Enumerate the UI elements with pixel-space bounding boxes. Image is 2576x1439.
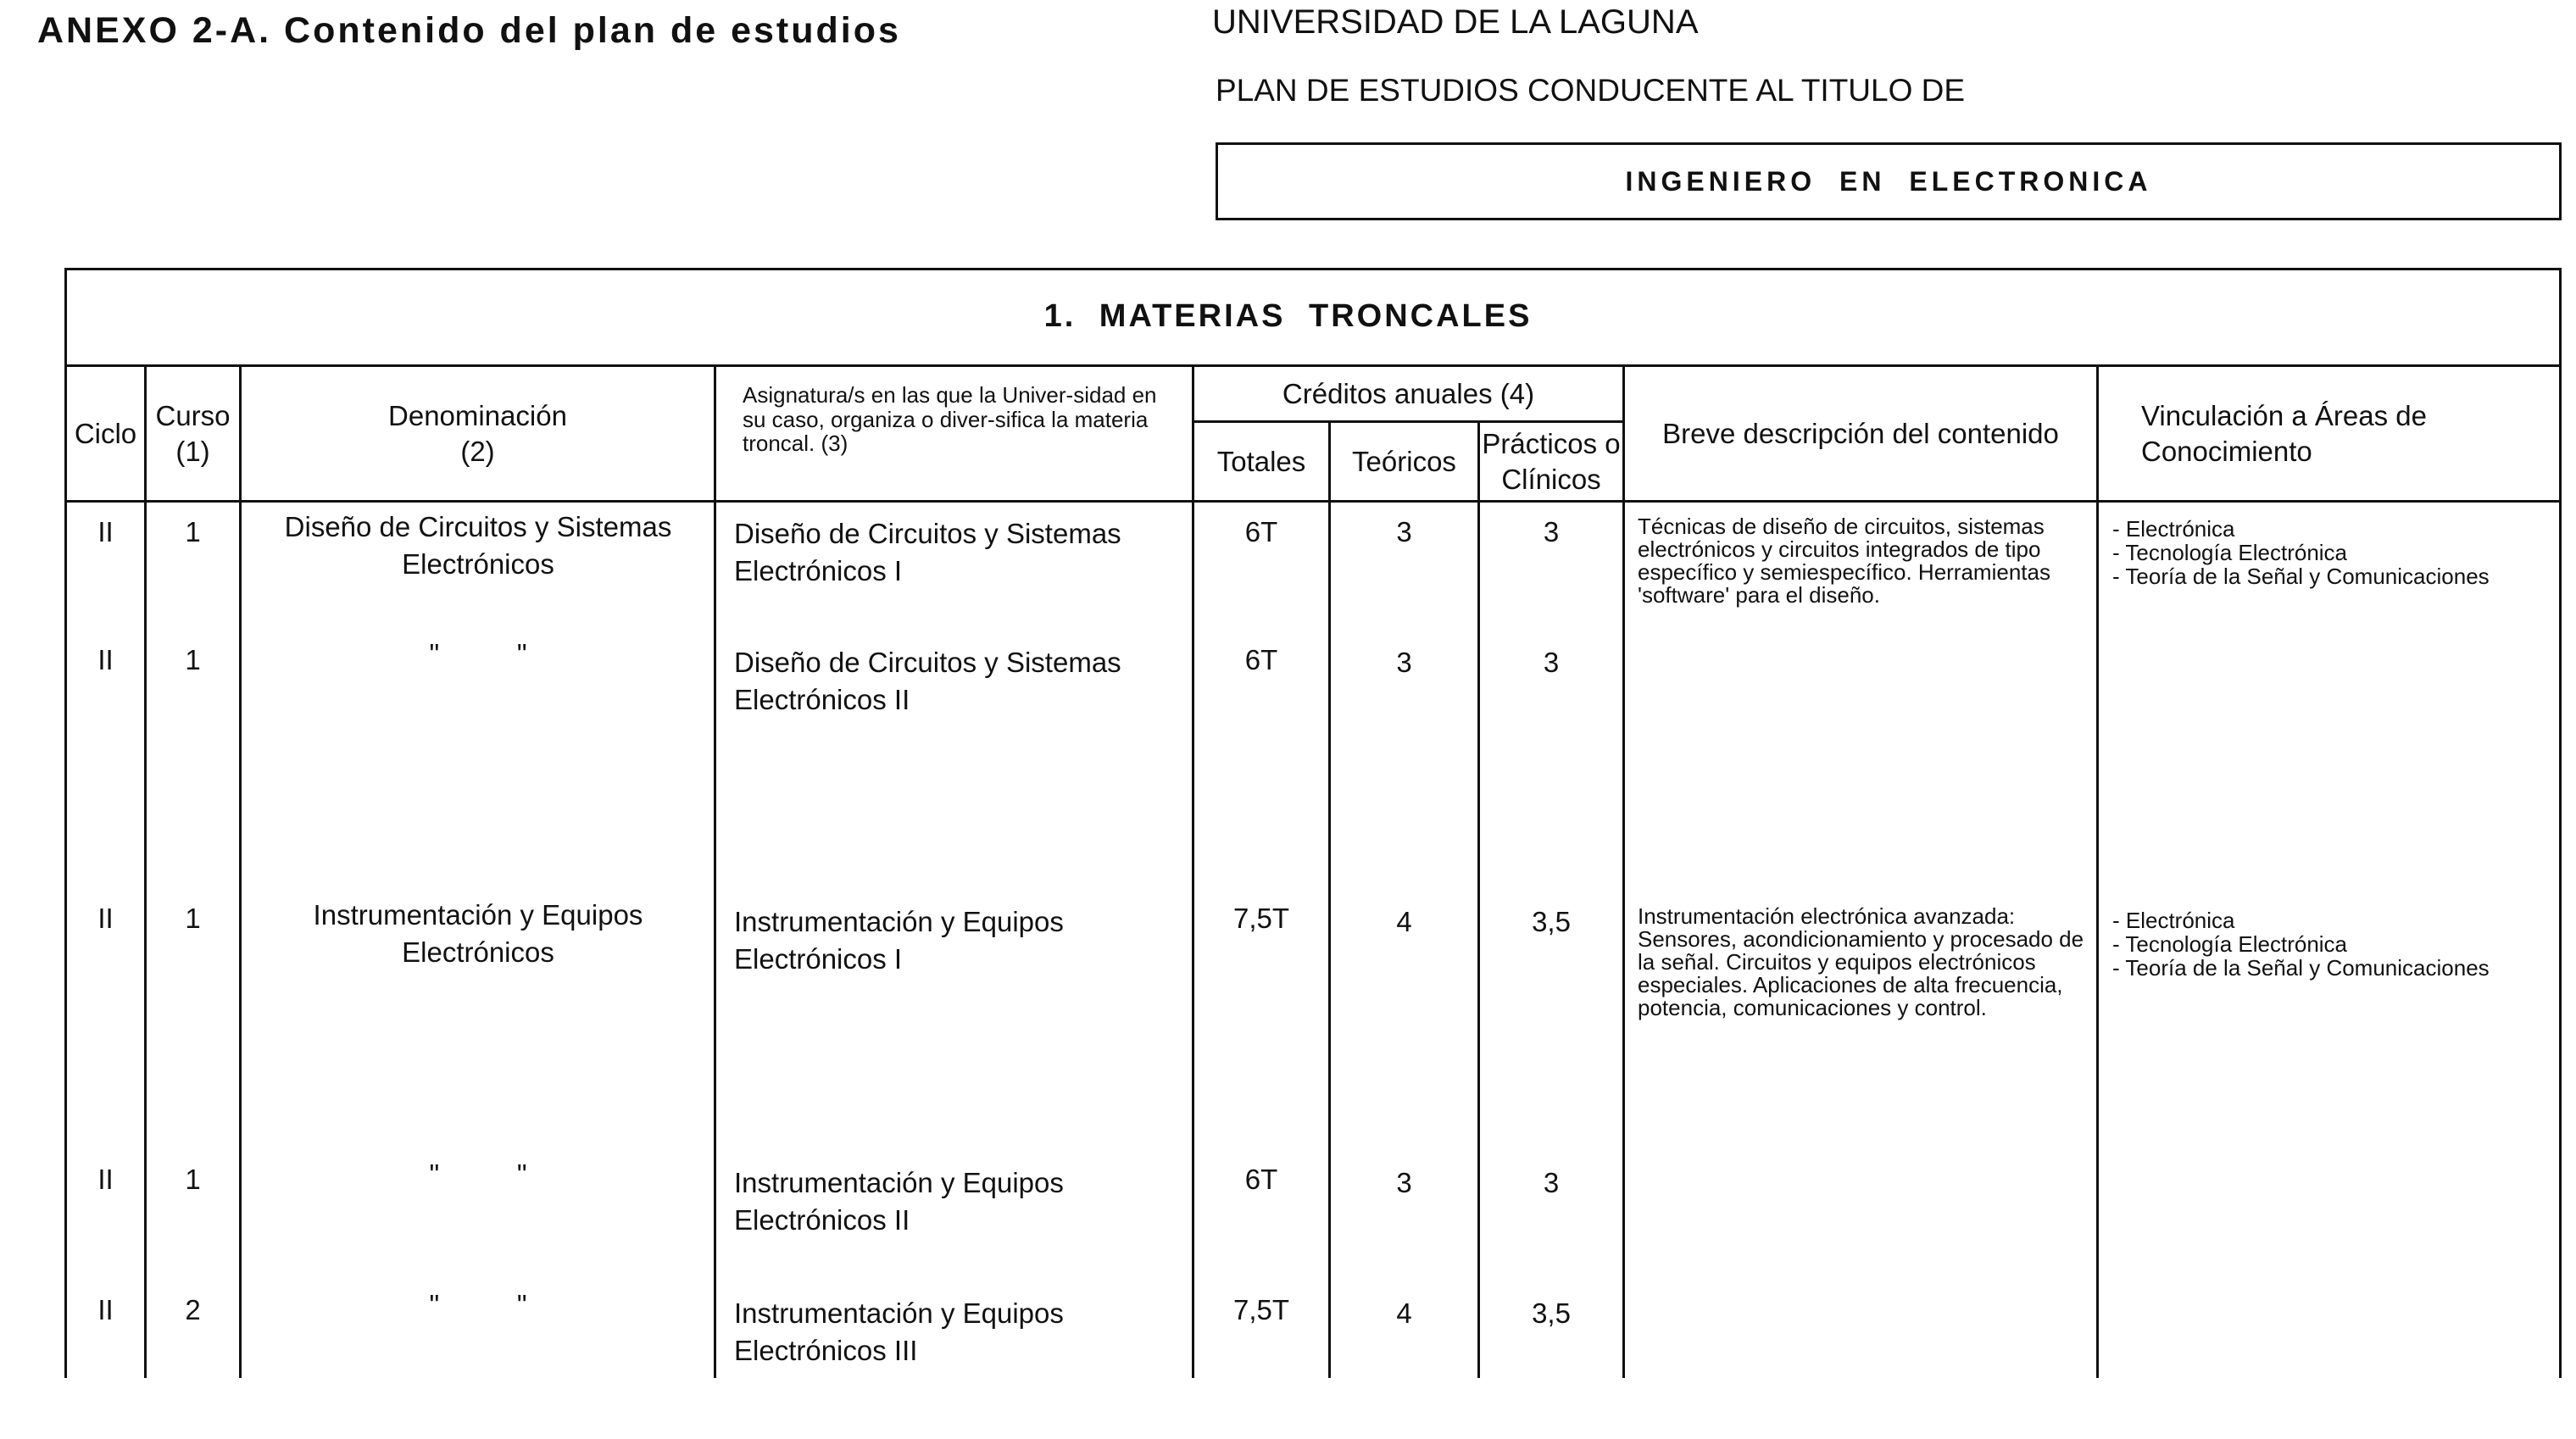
table-row-cell-teoricos: 3	[1396, 1167, 1412, 1198]
content-description: Técnicas de diseño de circuitos, sistemas electrónicos y circuitos integrados de tipo específico y semiespecífico. Herramientas 'software' para el diseño.	[1638, 514, 2050, 608]
table-row-cell-denominacion: " "	[429, 1289, 527, 1320]
table-row-cell-curso: 1	[185, 516, 201, 547]
plan-subtitle: PLAN DE ESTUDIOS CONDUCENTE AL TITULO DE	[1216, 73, 1966, 108]
table-row-cell-ciclo: II	[97, 903, 114, 934]
table-row-cell-curso: 1	[185, 903, 201, 934]
section-title: 1. MATERIAS TRONCALES	[1043, 298, 1533, 334]
knowledge-areas-list	[2112, 517, 2545, 588]
knowledge-area-item: - Electrónica	[2112, 908, 2235, 933]
table-row-cell-totales: 6T	[1244, 1164, 1278, 1195]
table-row-cell-teoricos: 3	[1396, 647, 1412, 678]
annex-title: ANEXO 2-A. Contenido del plan de estudios	[37, 10, 901, 51]
header-descripcion: Breve descripción del contenido	[1662, 417, 2059, 449]
table-row-cell-ciclo: II	[97, 1294, 114, 1325]
col-divider-denominacion	[714, 364, 716, 1378]
col-divider-teoricos	[1477, 420, 1480, 1378]
table-row-cell-ciclo: II	[97, 1164, 114, 1195]
university-name: UNIVERSIDAD DE LA LAGUNA	[1212, 3, 1699, 41]
table-row-cell-practicos: 3	[1543, 516, 1560, 547]
header-curso: Curso (1)	[155, 400, 231, 467]
header-bottom-divider	[64, 500, 2562, 503]
header-teoricos: Teóricos	[1352, 445, 1456, 477]
table-row-cell-teoricos: 4	[1396, 1297, 1412, 1329]
table-row-cell-totales: 7,5T	[1232, 1294, 1290, 1325]
table-row-cell-denominacion: " "	[429, 638, 527, 669]
table-row-cell-totales: 6T	[1244, 644, 1278, 675]
header-practicos: Prácticos o Clínicos	[1482, 428, 1621, 495]
table-row-cell-denominacion: " "	[429, 1158, 527, 1190]
col-divider-curso	[239, 364, 242, 1378]
table-row-cell-practicos: 3	[1543, 647, 1560, 678]
col-divider-totales	[1328, 420, 1331, 1378]
table-row-cell-asignatura: Diseño de Circuitos y Sistemas Electrónicos II	[734, 647, 1121, 715]
col-divider-practicos	[1622, 364, 1625, 1378]
knowledge-areas-list	[2112, 908, 2545, 980]
header-vinculacion: Vinculación a Áreas de Conocimiento	[2141, 400, 2427, 467]
header-denominacion: Denominación (2)	[388, 400, 567, 467]
table-row-cell-practicos: 3,5	[1532, 1297, 1571, 1329]
table-row-cell-practicos: 3,5	[1532, 906, 1571, 937]
table-row-cell-denominacion: Diseño de Circuitos y Sistemas Electrónicos	[284, 511, 672, 580]
col-divider-descripcion	[2096, 364, 2099, 1378]
knowledge-area-item: - Tecnología Electrónica	[2112, 540, 2348, 566]
table-row-cell-asignatura: Diseño de Circuitos y Sistemas Electrónicos I	[734, 518, 1121, 586]
table-row-cell-practicos: 3	[1543, 1167, 1560, 1198]
degree-title: INGENIERO EN ELECTRONICA	[1625, 165, 2152, 197]
header-totales: Totales	[1216, 445, 1306, 477]
knowledge-area-item: - Tecnología Electrónica	[2112, 931, 2348, 958]
table-row-cell-teoricos: 4	[1396, 906, 1412, 937]
degree-title-box	[1216, 142, 2562, 220]
knowledge-area-item: - Teoría de la Señal y Comunicaciones	[2112, 564, 2490, 590]
content-description: Instrumentación electrónica avanzada: Sensores, acondicionamiento y procesado de la señal. Circuitos y equipos electrónicos especiales. Aplicaciones de alta frecuencia, potencia, comunicaciones y control.	[1638, 903, 2084, 1021]
table-row-cell-curso: 1	[185, 1164, 201, 1195]
table-row-cell-ciclo: II	[97, 516, 114, 547]
table-row-cell-denominacion: Instrumentación y Equipos Electrónicos	[313, 899, 643, 968]
table-row-cell-teoricos: 3	[1396, 516, 1412, 547]
table-row-cell-asignatura: Instrumentación y Equipos Electrónicos II	[734, 1167, 1064, 1236]
table-row-cell-curso: 1	[185, 644, 201, 675]
knowledge-area-item: - Electrónica	[2112, 516, 2235, 542]
header-creditos: Créditos anuales (4)	[1282, 377, 1535, 409]
table-row-cell-asignatura: Instrumentación y Equipos Electrónicos III	[734, 1297, 1064, 1366]
table-row-cell-ciclo: II	[97, 644, 114, 675]
table-row-cell-curso: 2	[185, 1294, 201, 1325]
table-row-cell-totales: 7,5T	[1232, 903, 1290, 934]
table-row-cell-asignatura: Instrumentación y Equipos Electrónicos I	[734, 906, 1064, 975]
header-ciclo: Ciclo	[74, 417, 137, 449]
table-row-cell-totales: 6T	[1244, 516, 1278, 547]
knowledge-area-item: - Teoría de la Señal y Comunicaciones	[2112, 955, 2490, 981]
header-asignaturas: Asignatura/s en las que la Univer-sidad en su caso, organiza o diver-sifica la materia troncal. (3)	[743, 382, 1157, 457]
